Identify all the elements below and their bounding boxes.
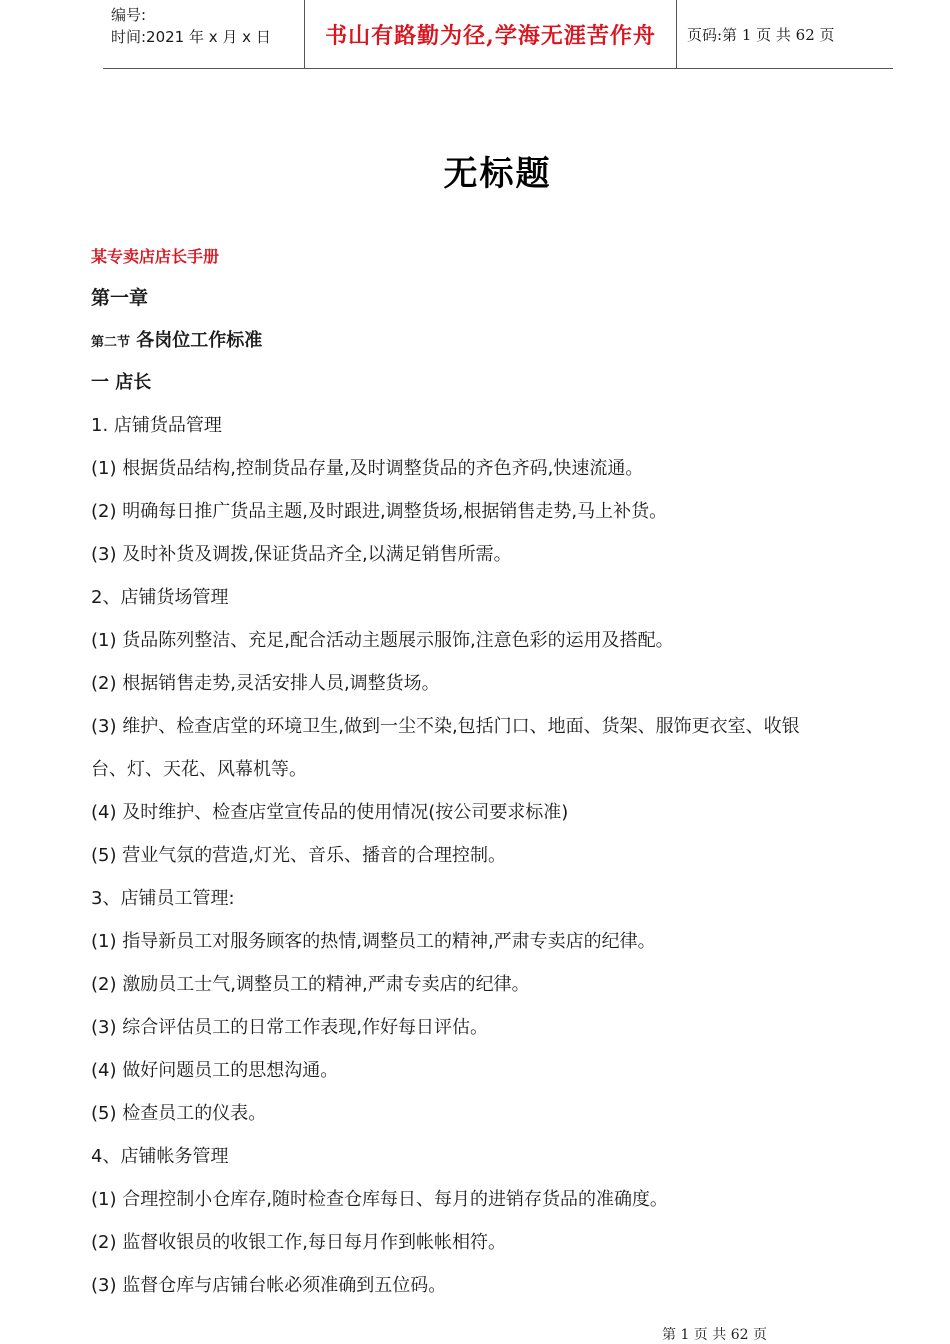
header-motto: 书山有路勤为径,学海无涯苦作舟 [304,0,677,68]
body-line: (1) 指导新员工对服务顾客的热情,调整员工的精神,严肃专卖店的纪律。 [91,931,656,952]
header-number-label: 编号: [111,6,147,24]
section-prefix: 第二节 [91,335,131,350]
body-line: (2) 监督收银员的收银工作,每日每月作到帐帐相符。 [91,1232,506,1253]
body-line: (5) 检查员工的仪表。 [91,1103,267,1124]
chapter-heading: 第一章 [91,287,149,309]
header-meta [103,0,304,68]
section-name: 各岗位工作标准 [136,330,263,351]
body-line: (3) 监督仓库与店铺台帐必须准确到五位码。 [91,1275,447,1296]
role-heading: 一 店长 [91,372,152,393]
page-header [103,0,893,69]
body-line: (3) 综合评估员工的日常工作表现,作好每日评估。 [91,1017,488,1038]
body-line: 台、灯、天花、风幕机等。 [91,759,307,780]
document-subtitle: 某专卖店店长手册 [91,247,220,266]
body-line: (5) 营业气氛的营造,灯光、音乐、播音的合理控制。 [91,845,506,866]
body-line: (1) 根据货品结构,控制货品存量,及时调整货品的齐色齐码,快速流通。 [91,458,644,479]
body-line: (2) 明确每日推广货品主题,及时跟进,调整货场,根据销售走势,马上补货。 [91,501,668,522]
body-line: 3、店铺员工管理: [91,888,235,909]
header-time-label: 时间:2021 年 x 月 x 日 [111,28,271,46]
section-heading [91,329,262,355]
body-line: 2、店铺货场管理 [91,587,229,608]
body-line: (3) 维护、检查店堂的环境卫生,做到一尘不染,包括门口、地面、货架、服饰更衣室、收银 [91,716,800,737]
body-line: (2) 激励员工士气,调整员工的精神,严肃专卖店的纪律。 [91,974,530,995]
body-line: (1) 货品陈列整洁、充足,配合活动主题展示服饰,注意色彩的运用及搭配。 [91,630,674,651]
body-line: 1. 店铺货品管理 [91,415,222,436]
body-line: (4) 及时维护、检查店堂宣传品的使用情况(按公司要求标准) [91,802,569,823]
body-line: (1) 合理控制小仓库存,随时检查仓库每日、每月的进销存货品的准确度。 [91,1189,668,1210]
body-line: (2) 根据销售走势,灵活安排人员,调整货场。 [91,673,440,694]
body-line: (3) 及时补货及调拨,保证货品齐全,以满足销售所需。 [91,544,512,565]
page-footer: 第 1 页 共 62 页 [662,1327,767,1343]
body-line: (4) 做好问题员工的思想沟通。 [91,1060,339,1081]
header-page-label: 页码:第 1 页 共 62 页 [687,25,835,44]
document-title: 无标题 [443,154,552,194]
body-line: 4、店铺帐务管理 [91,1146,229,1167]
